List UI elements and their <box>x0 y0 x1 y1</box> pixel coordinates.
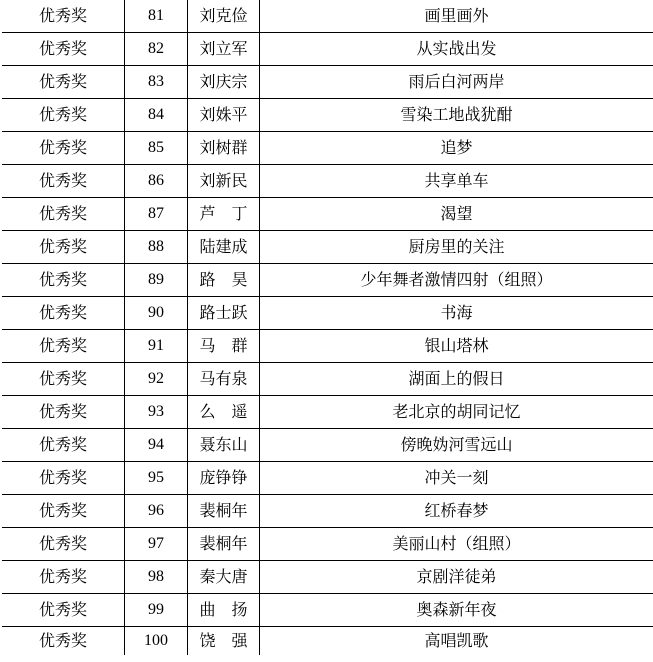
entry-number-cell: 92 <box>125 363 188 396</box>
work-title-cell: 高唱凯歌 <box>260 627 653 656</box>
award-cell: 优秀奖 <box>2 429 125 462</box>
author-cell: 路 昊 <box>188 264 260 297</box>
entry-number-cell: 95 <box>125 462 188 495</box>
author-cell: 刘克俭 <box>188 0 260 33</box>
table-row <box>2 594 653 627</box>
work-title-cell: 美丽山村（组照） <box>260 528 653 561</box>
author-cell: 刘庆宗 <box>188 66 260 99</box>
award-cell: 优秀奖 <box>2 231 125 264</box>
award-cell: 优秀奖 <box>2 528 125 561</box>
work-title-cell: 老北京的胡同记忆 <box>260 396 653 429</box>
author-cell: 路士跃 <box>188 297 260 330</box>
work-title-cell: 雨后白河两岸 <box>260 66 653 99</box>
entry-number-cell: 88 <box>125 231 188 264</box>
work-title-cell: 追梦 <box>260 132 653 165</box>
table-row <box>2 198 653 231</box>
author-cell: 么 遥 <box>188 396 260 429</box>
work-title-cell: 共享单车 <box>260 165 653 198</box>
entry-number-cell: 94 <box>125 429 188 462</box>
work-title-cell: 湖面上的假日 <box>260 363 653 396</box>
award-cell: 优秀奖 <box>2 165 125 198</box>
entry-number-cell: 87 <box>125 198 188 231</box>
entry-number-cell: 100 <box>125 627 188 656</box>
work-title-cell: 奥森新年夜 <box>260 594 653 627</box>
awards-table-body <box>2 0 653 655</box>
award-cell: 优秀奖 <box>2 198 125 231</box>
table-row <box>2 429 653 462</box>
table-row <box>2 627 653 656</box>
table-row <box>2 462 653 495</box>
author-cell: 庞铮铮 <box>188 462 260 495</box>
work-title-cell: 从实战出发 <box>260 33 653 66</box>
entry-number-cell: 84 <box>125 99 188 132</box>
entry-number-cell: 85 <box>125 132 188 165</box>
author-cell: 饶 强 <box>188 627 260 656</box>
author-cell: 刘新民 <box>188 165 260 198</box>
author-cell: 聂东山 <box>188 429 260 462</box>
award-cell: 优秀奖 <box>2 99 125 132</box>
entry-number-cell: 91 <box>125 330 188 363</box>
award-cell: 优秀奖 <box>2 66 125 99</box>
table-row <box>2 165 653 198</box>
work-title-cell: 画里画外 <box>260 0 653 33</box>
author-cell: 秦大唐 <box>188 561 260 594</box>
entry-number-cell: 99 <box>125 594 188 627</box>
award-cell: 优秀奖 <box>2 462 125 495</box>
awards-table <box>2 0 653 655</box>
award-cell: 优秀奖 <box>2 264 125 297</box>
work-title-cell: 银山塔林 <box>260 330 653 363</box>
work-title-cell: 冲关一刻 <box>260 462 653 495</box>
work-title-cell: 京剧洋徒弟 <box>260 561 653 594</box>
author-cell: 陆建成 <box>188 231 260 264</box>
table-row <box>2 363 653 396</box>
table-row <box>2 561 653 594</box>
award-cell: 优秀奖 <box>2 561 125 594</box>
award-cell: 优秀奖 <box>2 495 125 528</box>
author-cell: 刘姝平 <box>188 99 260 132</box>
entry-number-cell: 81 <box>125 0 188 33</box>
author-cell: 刘树群 <box>188 132 260 165</box>
award-cell: 优秀奖 <box>2 0 125 33</box>
entry-number-cell: 93 <box>125 396 188 429</box>
author-cell: 刘立军 <box>188 33 260 66</box>
table-row <box>2 495 653 528</box>
award-cell: 优秀奖 <box>2 330 125 363</box>
author-cell: 裴桐年 <box>188 528 260 561</box>
author-cell: 裴桐年 <box>188 495 260 528</box>
award-cell: 优秀奖 <box>2 132 125 165</box>
work-title-cell: 傍晚妫河雪远山 <box>260 429 653 462</box>
table-row <box>2 264 653 297</box>
entry-number-cell: 98 <box>125 561 188 594</box>
table-row <box>2 330 653 363</box>
work-title-cell: 红桥春梦 <box>260 495 653 528</box>
table-row <box>2 99 653 132</box>
entry-number-cell: 96 <box>125 495 188 528</box>
award-cell: 优秀奖 <box>2 627 125 656</box>
entry-number-cell: 82 <box>125 33 188 66</box>
award-cell: 优秀奖 <box>2 396 125 429</box>
work-title-cell: 厨房里的关注 <box>260 231 653 264</box>
work-title-cell: 少年舞者激情四射（组照） <box>260 264 653 297</box>
work-title-cell: 雪染工地战犹酣 <box>260 99 653 132</box>
entry-number-cell: 86 <box>125 165 188 198</box>
table-row <box>2 0 653 33</box>
table-row <box>2 132 653 165</box>
work-title-cell: 渴望 <box>260 198 653 231</box>
award-cell: 优秀奖 <box>2 33 125 66</box>
entry-number-cell: 83 <box>125 66 188 99</box>
work-title-cell: 书海 <box>260 297 653 330</box>
table-row <box>2 396 653 429</box>
author-cell: 曲 扬 <box>188 594 260 627</box>
author-cell: 芦 丁 <box>188 198 260 231</box>
table-row <box>2 297 653 330</box>
award-cell: 优秀奖 <box>2 363 125 396</box>
author-cell: 马有泉 <box>188 363 260 396</box>
table-row <box>2 528 653 561</box>
entry-number-cell: 89 <box>125 264 188 297</box>
entry-number-cell: 97 <box>125 528 188 561</box>
table-row <box>2 33 653 66</box>
table-row <box>2 231 653 264</box>
award-cell: 优秀奖 <box>2 297 125 330</box>
author-cell: 马 群 <box>188 330 260 363</box>
award-cell: 优秀奖 <box>2 594 125 627</box>
entry-number-cell: 90 <box>125 297 188 330</box>
table-row <box>2 66 653 99</box>
